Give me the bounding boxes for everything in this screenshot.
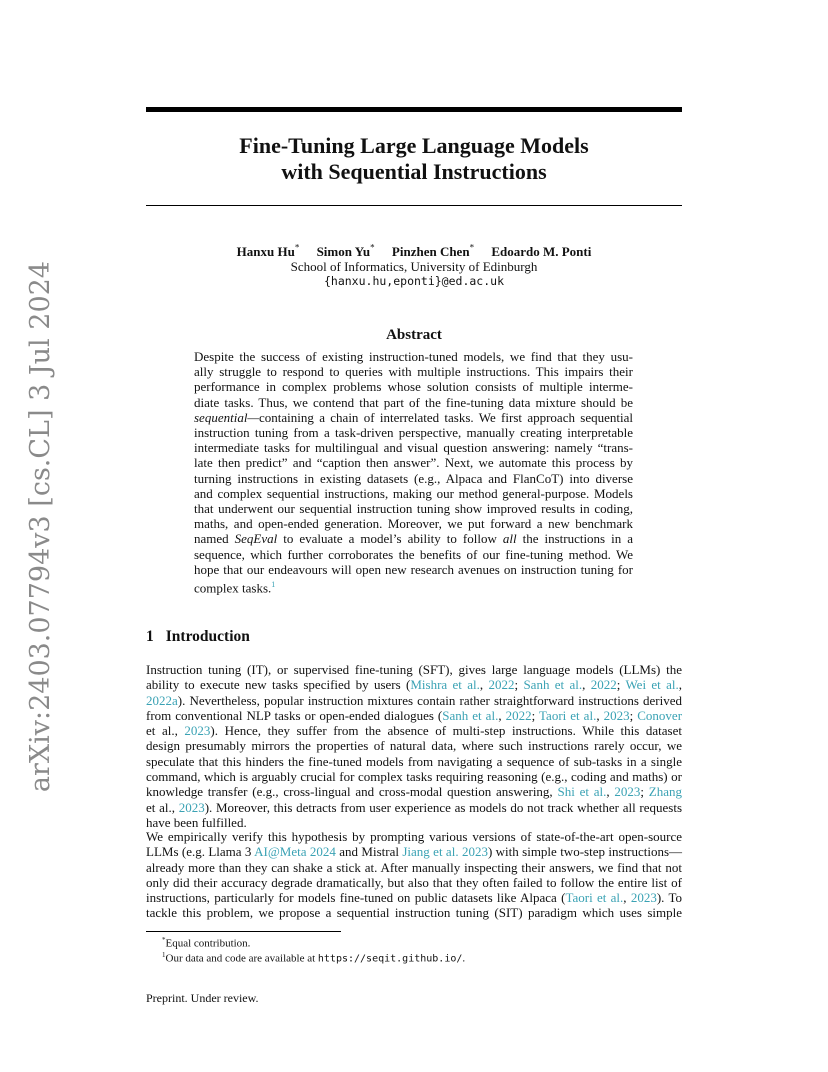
abstract-line: diate tasks. Thus, we contend that part of the fine-tuning data mixture should be bbox=[194, 394, 633, 410]
abstract-line: sequential—containing a chain of interrelated tasks. We first approach sequential bbox=[194, 409, 633, 425]
abstract-line: turning instructions in existing datasets (e.g., Alpaca and FlanCoT) into diverse bbox=[194, 470, 633, 486]
title-top-rule bbox=[146, 107, 682, 112]
author: Pinzhen Chen* bbox=[391, 243, 475, 260]
text-line: already more than they can shake a stick at. After manually inspecting their answers, we find that not bbox=[146, 859, 682, 875]
text-line: Instruction tuning (IT), or supervised fine-tuning (SFT), gives large language models (LLMs) the bbox=[146, 662, 682, 677]
abstract-line: instruction tuning from a task-driven perspective, manually creating interpretable bbox=[194, 425, 633, 441]
abstract-line: Despite the success of existing instruction-tuned models, we find that they usu- bbox=[194, 349, 633, 364]
text-line: from conventional NLP tasks or open-ended dialogues (Sanh et al., 2022; Taori et al., 2023; Conover bbox=[146, 707, 683, 723]
paper-title-line-2: with Sequential Instructions bbox=[281, 159, 547, 184]
text-line: et al., 2023). Moreover, this detracts from user experience as models do not track whether all requests bbox=[146, 799, 682, 815]
intro-paragraph-1 bbox=[146, 662, 682, 830]
author-email: {hanxu.hu,eponti}@ed.ac.uk bbox=[323, 274, 504, 288]
section-title: Introduction bbox=[165, 628, 250, 645]
footnote-code-availability: $^1$Our data and code are available at https://seqit.github.io/. bbox=[162, 951, 466, 965]
author: Edoardo M. Ponti bbox=[491, 244, 592, 260]
text-line: ability to execute new tasks specified by users (Mishra et al., 2022; Sanh et al., 2022; Wei et al., bbox=[146, 677, 683, 693]
text-line: command, which is arguably crucial for complex tasks requiring reasoning (e.g., coding and maths) or bbox=[146, 769, 682, 785]
text-line: et al., 2023). Hence, they suffer from the absence of multi-step instructions. While this dataset bbox=[146, 723, 682, 739]
text-line: have been fulfilled. bbox=[146, 814, 247, 830]
abstract-body bbox=[194, 349, 633, 596]
intro-paragraph-2 bbox=[146, 829, 682, 921]
text-line: design presumably mirrors the properties of natural data, where such instructions rarely occur, we bbox=[146, 738, 682, 754]
abstract-line: ally struggle to respond to queries with multiple instructions. This impairs their bbox=[194, 364, 633, 380]
abstract-line: maths, and open-ended generation. Moreover, we put forward a new benchmark bbox=[194, 516, 633, 532]
abstract-heading: Abstract bbox=[386, 327, 442, 343]
arxiv-sidebar bbox=[22, 261, 58, 793]
abstract-line: intermediate tasks for multilingual and visual question answering: namely “trans- bbox=[194, 440, 633, 456]
abstract-line: late then predict” and “caption then answer”. Next, we automate this process by bbox=[194, 455, 633, 471]
abstract-line: named SeqEval to evaluate a model’s ability to follow all the instructions in a bbox=[194, 531, 633, 547]
text-line: 2022a). Nevertheless, popular instruction mixtures contain rather straightforward instructions derived bbox=[146, 692, 682, 708]
affiliation: School of Informatics, University of Edinburgh bbox=[290, 259, 538, 274]
abstract-line: hope that our endeavours will open new research avenues on instruction tuning for bbox=[194, 561, 633, 577]
author: Simon Yu* bbox=[316, 243, 375, 260]
abstract-line: performance in complex problems whose solution consists of multiple interme- bbox=[194, 379, 633, 395]
text-line: speculate that this hinders the fine-tuned models from navigating a sequence of sub-tasks in a single bbox=[146, 753, 682, 769]
paper-title-line-1: Fine-Tuning Large Language Models bbox=[239, 133, 589, 158]
text-line: tackle this problem, we propose a sequential instruction tuning (SIT) paradigm which uses simple bbox=[146, 905, 682, 921]
footnote-ref[interactable]: 1 bbox=[271, 580, 276, 590]
footnote-rule bbox=[146, 931, 341, 932]
abstract-line: that underwent our sequential instruction tuning show improved results in coding, bbox=[194, 501, 633, 517]
preprint-note: Preprint. Under review. bbox=[146, 991, 259, 1005]
author-list bbox=[146, 243, 682, 260]
text-line: LLMs (e.g. Llama 3 AI@Meta 2024 and Mistral Jiang et al. 2023) with simple two-step instructions— bbox=[146, 844, 683, 860]
text-line: instructions, particularly for models fine-tuned on public datasets like Alpaca (Taori et al., 2023). To bbox=[146, 890, 682, 906]
text-line: only did their accuracy degrade dramatically, but also that they often failed to follow the entire list of bbox=[146, 874, 682, 890]
abstract-line: and complex sequential instructions, making our method general-purpose. Models bbox=[194, 485, 633, 501]
text-line: knowledge transfer (e.g., cross-lingual and cross-modal question answering, Shi et al., 2023; Zhang bbox=[146, 784, 683, 800]
title-bottom-rule bbox=[146, 205, 682, 206]
code-url-link[interactable]: https://seqit.github.io/ bbox=[317, 953, 463, 965]
abstract-line: sequence, which further corroborates the benefits of our fine-tuning method. We bbox=[194, 546, 633, 562]
text-line: We empirically verify this hypothesis by prompting various versions of state-of-the-art open-source bbox=[146, 829, 682, 844]
footnote-equal-contribution: *Equal contribution. bbox=[162, 936, 251, 950]
abstract-line: complex tasks.$^1$ bbox=[194, 580, 276, 596]
arxiv-identifier: arXiv:2403.07794v3 [cs.CL] 3 Jul 2024 bbox=[24, 261, 56, 793]
section-number: 1 bbox=[146, 628, 154, 645]
section-heading bbox=[146, 628, 250, 646]
author: Hanxu Hu* bbox=[236, 243, 300, 260]
